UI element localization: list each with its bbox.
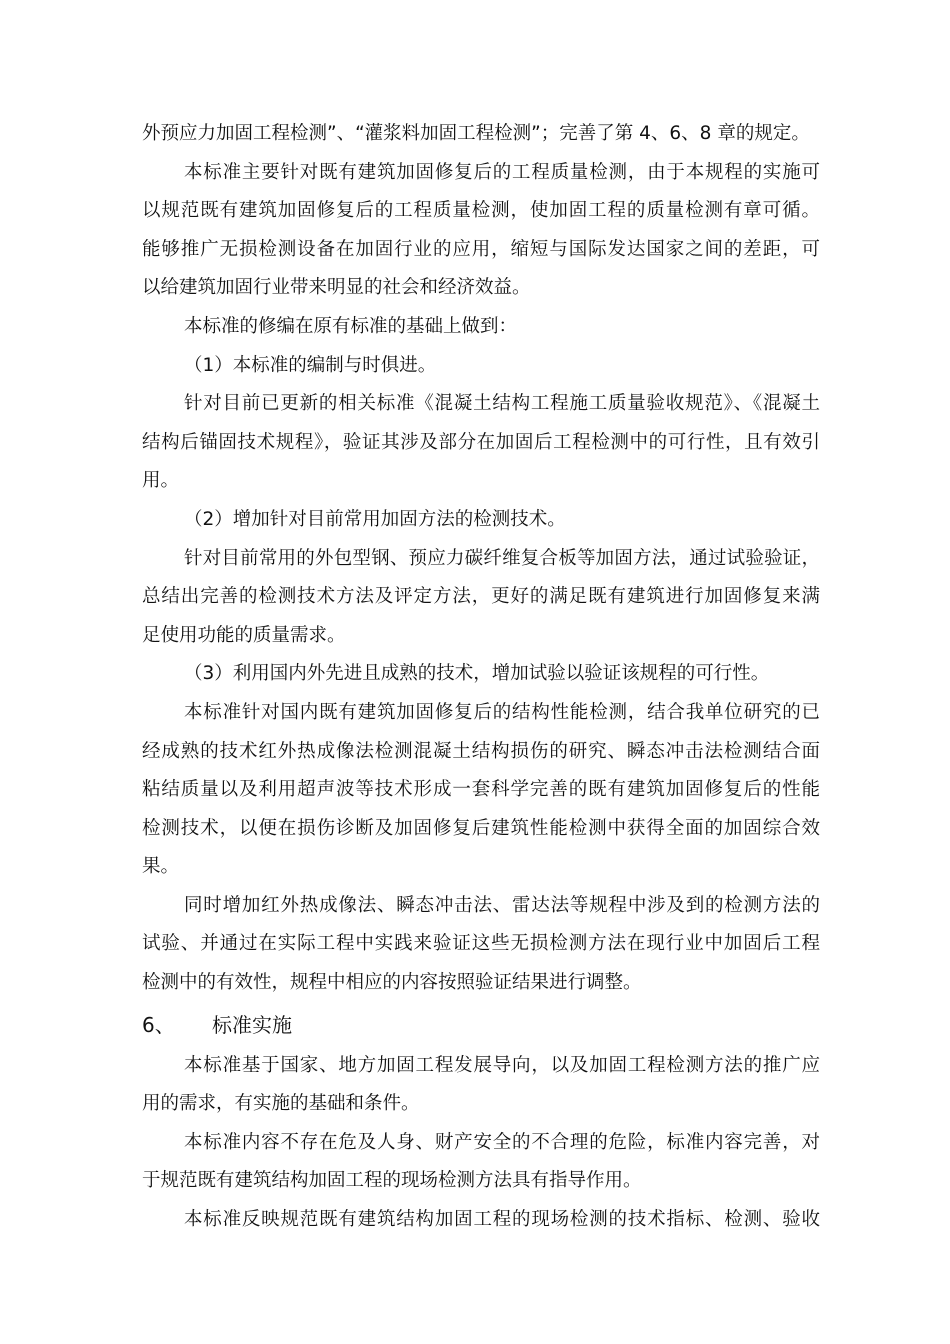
text-line: （3）利用国内外先进且成熟的技术，增加试验以验证该规程的可行性。: [184, 663, 770, 685]
text-line: 本标准基于国家、地方加固工程发展导向，以及加固工程检测方法的推广应: [184, 1054, 820, 1076]
paragraph-item-2-detail: [142, 540, 820, 656]
section-title: 标准实施: [212, 1012, 292, 1037]
paragraph-safety: [142, 1124, 820, 1201]
text-line: 针对目前已更新的相关标准《混凝土结构工程施工质量验收规范》、《混凝土: [184, 393, 820, 415]
text-line: 能够推广无损检测设备在加固行业的应用，缩短与国际发达国家之间的差距，可: [142, 238, 820, 260]
document-body: [142, 115, 820, 1240]
text-line: 于规范既有建筑结构加固工程的现场检测方法具有指导作用。: [142, 1170, 642, 1192]
text-line: 用的需求，有实施的基础和条件。: [142, 1093, 420, 1115]
text-line: 总结出完善的检测技术方法及评定方法，更好的满足既有建筑进行加固修复来满: [142, 586, 820, 608]
text-line: 粘结质量以及利用超声波等技术形成一套科学完善的既有建筑加固修复后的性能: [142, 779, 820, 801]
text-line: 以规范既有建筑加固修复后的工程质量检测，使加固工程的质量检测有章可循。: [142, 200, 820, 222]
list-item-1: [142, 347, 820, 386]
text-line: 本标准反映规范既有建筑结构加固工程的现场检测的技术指标、检测、验收: [184, 1209, 820, 1231]
paragraph-implementation-basis: [142, 1047, 820, 1124]
text-line: 本标准的修编在原有标准的基础上做到：: [184, 315, 518, 337]
paragraph-technical-indicators: [142, 1201, 820, 1240]
text-line: 本标准内容不存在危及人身、财产安全的不合理的危险，标准内容完善，对: [184, 1131, 820, 1153]
section-number: 6、: [142, 1012, 175, 1037]
text-line: 本标准主要针对既有建筑加固修复后的工程质量检测，由于本规程的实施可: [184, 161, 820, 183]
list-item-2: [142, 501, 820, 540]
text-line: 外预应力加固工程检测”、“灌浆料加固工程检测”；完善了第 4、6、8 章的规定。: [142, 123, 810, 144]
paragraph-revision-intro: [142, 308, 820, 347]
text-line: 试验、并通过在实际工程中实践来验证这些无损检测方法在现行业中加固后工程: [142, 933, 820, 955]
text-line: 同时增加红外热成像法、瞬态冲击法、雷达法等规程中涉及到的检测方法的: [184, 894, 820, 916]
text-line: 检测技术，以便在损伤诊断及加固修复后建筑性能检测中获得全面的加固综合效: [142, 817, 820, 839]
text-line: 用。: [142, 470, 180, 492]
paragraph-item-1-detail: [142, 385, 820, 501]
text-line: 针对目前常用的外包型钢、预应力碳纤维复合板等加固方法，通过试验验证，: [184, 547, 820, 569]
text-line: 本标准针对国内既有建筑加固修复后的结构性能检测，结合我单位研究的已: [184, 701, 820, 723]
text-line: 检测中的有效性，规程中相应的内容按照验证结果进行调整。: [142, 972, 642, 994]
paragraph-methods: [142, 887, 820, 1003]
paragraph-continuation: [142, 115, 820, 154]
text-line: （1）本标准的编制与时俱进。: [184, 354, 437, 376]
text-line: （2）增加针对目前常用加固方法的检测技术。: [184, 508, 566, 530]
text-line: 果。: [142, 856, 180, 878]
text-line: 足使用功能的质量需求。: [142, 624, 346, 646]
text-line: 经成熟的技术红外热成像法检测混凝土结构损伤的研究、瞬态冲击法检测结合面: [142, 740, 820, 762]
paragraph-item-3-detail: [142, 694, 820, 887]
text-line: 结构后锚固技术规程》，验证其涉及部分在加固后工程检测中的可行性，且有效引: [142, 431, 820, 453]
list-item-3: [142, 655, 820, 694]
paragraph-purpose: [142, 154, 820, 308]
text-line: 以给建筑加固行业带来明显的社会和经济效益。: [142, 277, 531, 299]
section-heading: [142, 1003, 820, 1047]
